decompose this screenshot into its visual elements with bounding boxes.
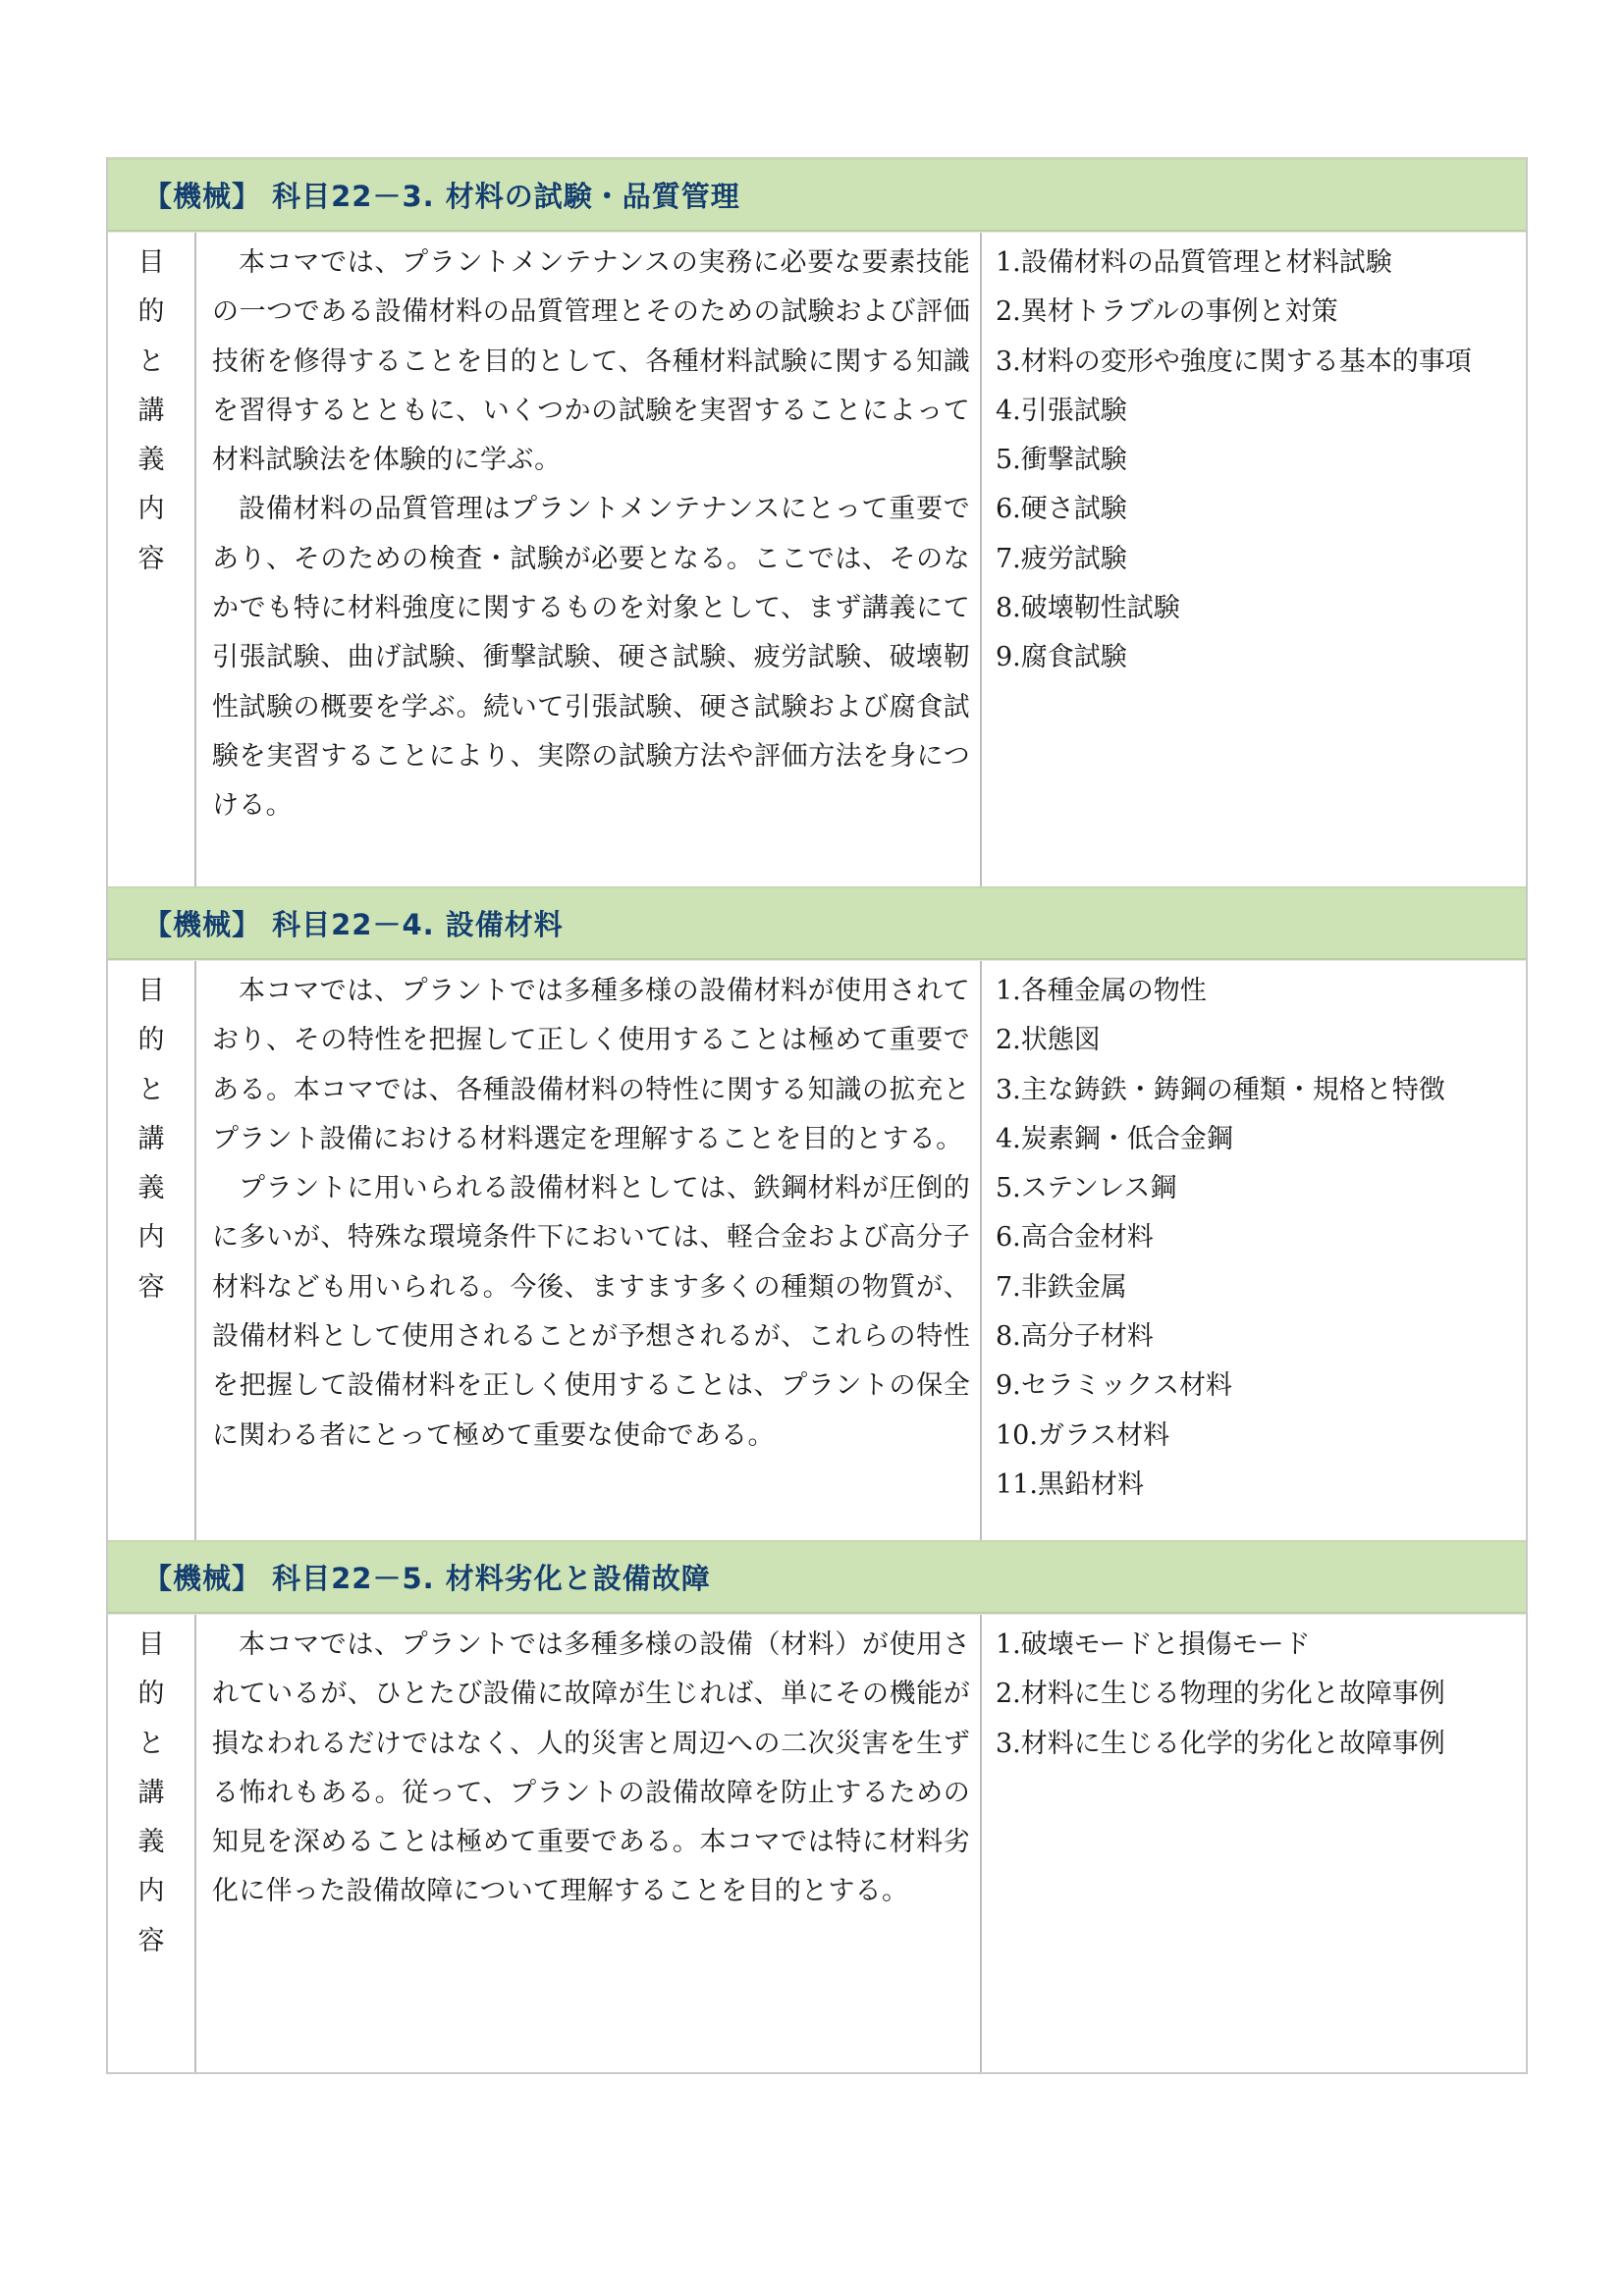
label-char: と	[137, 346, 165, 377]
purpose-label	[108, 1615, 196, 2072]
label-char: 講	[137, 1777, 165, 1808]
label-char: 内	[137, 1876, 165, 1907]
topic-item: 4.炭素鋼・低合金鋼	[996, 1123, 1233, 1154]
topic-item: 5.ステンレス鋼	[996, 1173, 1177, 1204]
topic-item: 4.引張試験	[996, 395, 1127, 426]
course-section	[108, 886, 1526, 1540]
course-section	[108, 1540, 1526, 2072]
topic-item: 8.高分子材料	[996, 1321, 1154, 1353]
purpose-label	[108, 233, 196, 886]
topic-item: 2.材料に生じる物理的劣化と故障事例	[996, 1679, 1445, 1710]
syllabus-document	[106, 157, 1528, 2074]
label-char: 容	[137, 1271, 165, 1303]
label-char: 目	[137, 976, 165, 1006]
topic-item: 6.硬さ試験	[996, 494, 1127, 525]
label-char: 講	[137, 1123, 165, 1154]
label-char: 目	[137, 1629, 165, 1660]
label-char: と	[137, 1728, 165, 1759]
topics-cell	[982, 233, 1526, 886]
label-char: 内	[137, 494, 165, 525]
section-title: 【機械】 科目22－4. 設備材料	[143, 908, 564, 941]
label-char: 義	[137, 1173, 165, 1204]
label-char: 的	[137, 1025, 165, 1056]
topic-item: 2.異材トラブルの事例と対策	[996, 296, 1338, 328]
section-body	[108, 1614, 1526, 2072]
purpose-label	[108, 961, 196, 1540]
topic-item: 9.腐食試験	[996, 642, 1127, 673]
description-paragraph: 設備材料の品質管理はプラントメンテナンスにとって重要であり、そのための検査・試験が必要となる。ここでは、そのなかでも特に材料強度に関するものを対象として、まず講義にて引張試験、曲げ試験、衝撃試験、硬さ試験、疲労試験、破壊靭性試験の概要を学ぶ。続いて引張試験、硬さ試験および腐食試験を実習することにより、実際の試験方法や評価方法を身につける。	[212, 494, 970, 822]
section-header	[108, 158, 1526, 232]
topic-item: 1.各種金属の物性	[996, 976, 1207, 1006]
topic-item: 10.ガラス材料	[996, 1419, 1170, 1451]
topic-item: 3.主な鋳鉄・鋳鋼の種類・規格と特徴	[996, 1074, 1445, 1105]
description-cell	[196, 961, 982, 1540]
topic-item: 3.材料に生じる化学的劣化と故障事例	[996, 1728, 1445, 1759]
label-char: 義	[137, 1827, 165, 1858]
section-title: 【機械】 科目22－5. 材料劣化と設備故障	[143, 1562, 711, 1595]
topic-item: 7.疲労試験	[996, 543, 1127, 574]
description-paragraph: 本コマでは、プラントでは多種多様の設備（材料）が使用されているが、ひとたび設備に故障が生じれば、単にその機能が損なわれるだけではなく、人的災害と周辺への二次災害を生ずる怖れもある。従って、プラントの設備故障を防止するための知見を深めることは極めて重要である。本コマでは特に材料劣化に伴った設備故障について理解することを目的とする。	[212, 1629, 970, 1907]
topic-item: 9.セラミックス材料	[996, 1370, 1232, 1402]
label-char: 内	[137, 1222, 165, 1254]
section-header	[108, 1540, 1526, 1614]
label-char: 義	[137, 445, 165, 476]
section-title: 【機械】 科目22－3. 材料の試験・品質管理	[143, 180, 740, 213]
topic-item: 1.破壊モードと損傷モード	[996, 1629, 1311, 1660]
label-char: と	[137, 1074, 165, 1105]
description-cell	[196, 1615, 982, 2072]
topic-item: 7.非鉄金属	[996, 1271, 1127, 1303]
topics-cell	[982, 1615, 1526, 2072]
topic-item: 3.材料の変形や強度に関する基本的事項	[996, 346, 1472, 377]
description-paragraph: プラントに用いられる設備材料としては、鉄鋼材料が圧倒的に多いが、特殊な環境条件下においては、軽合金および高分子材料なども用いられる。今後、ますます多くの種類の物質が、設備材料として使用されることが予想されるが、これらの特性を把握して設備材料を正しく使用することは、プラントの保全に関わる者にとって極めて重要な使命である。	[212, 1173, 970, 1451]
topic-item: 5.衝撃試験	[996, 445, 1127, 476]
description-cell	[196, 233, 982, 886]
label-char: 的	[137, 1679, 165, 1710]
description-paragraph: 本コマでは、プラントメンテナンスの実務に必要な要素技能の一つである設備材料の品質管理とそのための試験および評価技術を修得することを目的として、各種材料試験に関する知識を習得するとともに、いくつかの試験を実習することによって材料試験法を体験的に学ぶ。	[212, 247, 970, 476]
label-char: 的	[137, 296, 165, 328]
description-paragraph: 本コマでは、プラントでは多種多様の設備材料が使用されており、その特性を把握して正しく使用することは極めて重要である。本コマでは、各種設備材料の特性に関する知識の拡充とプラント設備における材料選定を理解することを目的とする。	[212, 976, 970, 1154]
label-char: 容	[137, 1925, 165, 1956]
section-body	[108, 232, 1526, 886]
course-section	[108, 158, 1526, 886]
label-char: 目	[137, 247, 165, 278]
section-body	[108, 960, 1526, 1540]
label-char: 容	[137, 543, 165, 574]
label-char: 講	[137, 395, 165, 426]
topic-item: 6.高合金材料	[996, 1222, 1154, 1254]
topic-item: 11.黒鉛材料	[996, 1468, 1144, 1500]
topic-item: 2.状態図	[996, 1025, 1101, 1056]
topic-item: 1.設備材料の品質管理と材料試験	[996, 247, 1392, 278]
section-header	[108, 886, 1526, 960]
topics-cell	[982, 961, 1526, 1540]
topic-item: 8.破壊靭性試験	[996, 593, 1180, 624]
